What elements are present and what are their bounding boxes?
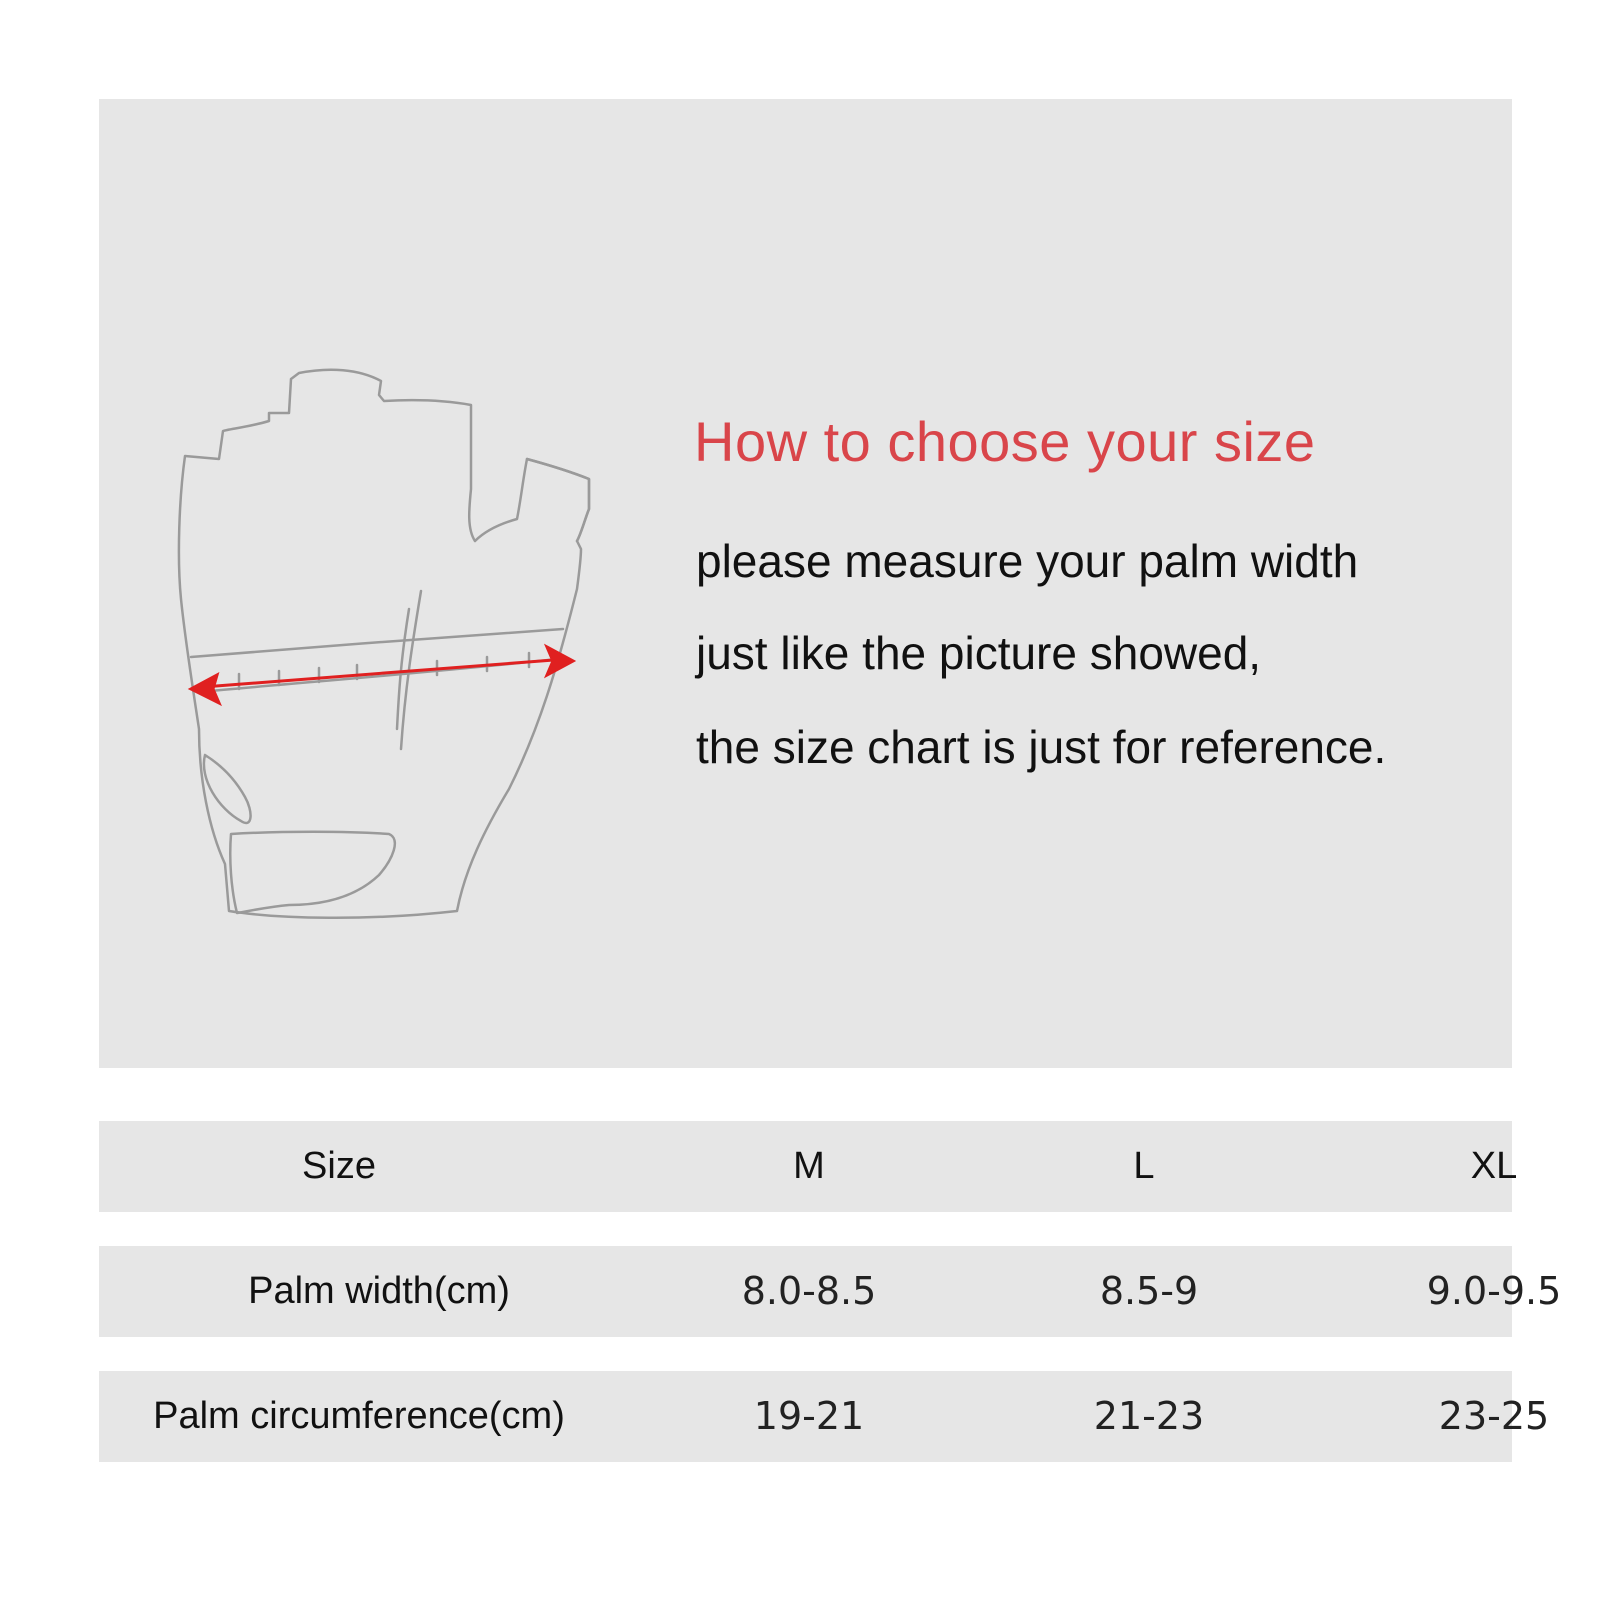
table-cell: 9.0-9.5 — [1426, 1269, 1562, 1313]
instruction-line: the size chart is just for reference. — [696, 721, 1387, 773]
glove-palm-illustration — [169, 309, 709, 989]
size-xl-header: XL — [1470, 1145, 1518, 1187]
page-title: How to choose your size — [694, 410, 1316, 473]
size-l-header: L — [1133, 1145, 1155, 1187]
glove-outline — [179, 370, 589, 918]
table-cell: 23-25 — [1438, 1394, 1550, 1438]
table-row — [99, 1371, 1550, 1462]
header-label: Size — [302, 1145, 376, 1187]
table-row — [99, 1246, 1562, 1337]
instruction-line: just like the picture showed, — [696, 627, 1262, 679]
row-label: Palm circumference(cm) — [153, 1395, 565, 1437]
table-cell: 19-21 — [753, 1394, 865, 1438]
table-cell: 8.0-8.5 — [741, 1269, 877, 1313]
measurement-panel — [99, 99, 1512, 1068]
row-label: Palm width(cm) — [248, 1270, 510, 1312]
table-cell: 21-23 — [1093, 1394, 1205, 1438]
size-table-header — [99, 1121, 1518, 1212]
size-m-header: M — [793, 1145, 825, 1187]
table-cell: 8.5-9 — [1099, 1269, 1199, 1313]
instruction-line: please measure your palm width — [696, 535, 1359, 587]
